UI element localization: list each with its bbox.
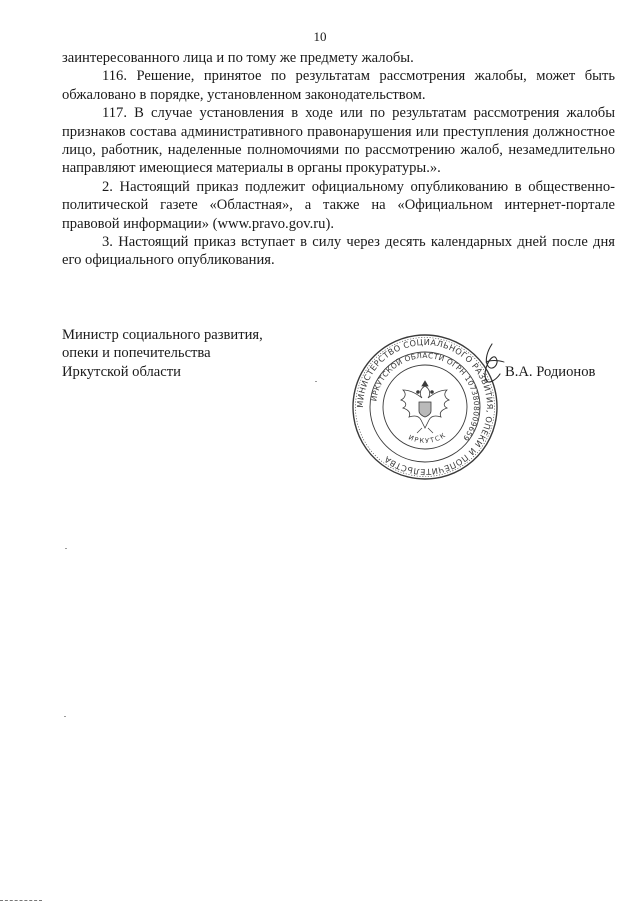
scan-edge-mark (0, 900, 42, 903)
paragraph-117: 117. В случае установления в ходе или по результатам рассмотрения жалобы признаков состава административного правонарушения или преступления должностное лицо, работник, наделенные полномочиями по рассмотрению жалоб, незамедлительно направляют имеющиеся материалы в органы прокуратуры.». (62, 105, 615, 177)
seal-inner-text: ИРКУТСК (407, 430, 448, 446)
paragraph-continuation: заинтересованного лица и по тому же предмету жалобы. (62, 50, 414, 66)
paragraph-116: 116. Решение, принятое по результатам рассмотрения жалобы, может быть обжаловано в порядке, установленном законодательством. (62, 68, 615, 103)
coat-of-arms-icon (401, 381, 449, 433)
document-body (62, 49, 615, 270)
scan-speck (64, 716, 66, 717)
signatory-title (62, 326, 263, 381)
scan-speck (315, 381, 317, 382)
page-number: 10 (313, 29, 327, 44)
paragraph-effective-date: 3. Настоящий приказ вступает в силу через десять календарных дней после дня его официального опубликования. (62, 234, 615, 269)
signatory-title-line: Министр социального развития, (62, 327, 263, 343)
seal-outer-text: МИНИСТЕРСТВО СОЦИАЛЬНОГО РАЗВИТИЯ, ОПЕКИ И ПОПЕЧИТЕЛЬСТВА (354, 336, 496, 478)
signatory-title-line: Иркутской области (62, 363, 181, 380)
signer-name: В.А. Родионов (505, 364, 596, 380)
seal-middle-text: ИРКУТСКОЙ ОБЛАСТИ ОГРН 1073808009659 (369, 350, 482, 443)
paragraph-publication: 2. Настоящий приказ подлежит официальному опубликованию в общественно-политической газете «Областная», а также на «Официальном интернет-портале правовой информации» (www.pravo.gov.ru). (62, 178, 615, 232)
signatory-title-line: опеки и попечительства (62, 345, 211, 362)
scan-speck (65, 548, 67, 549)
handwritten-signature (470, 340, 510, 390)
